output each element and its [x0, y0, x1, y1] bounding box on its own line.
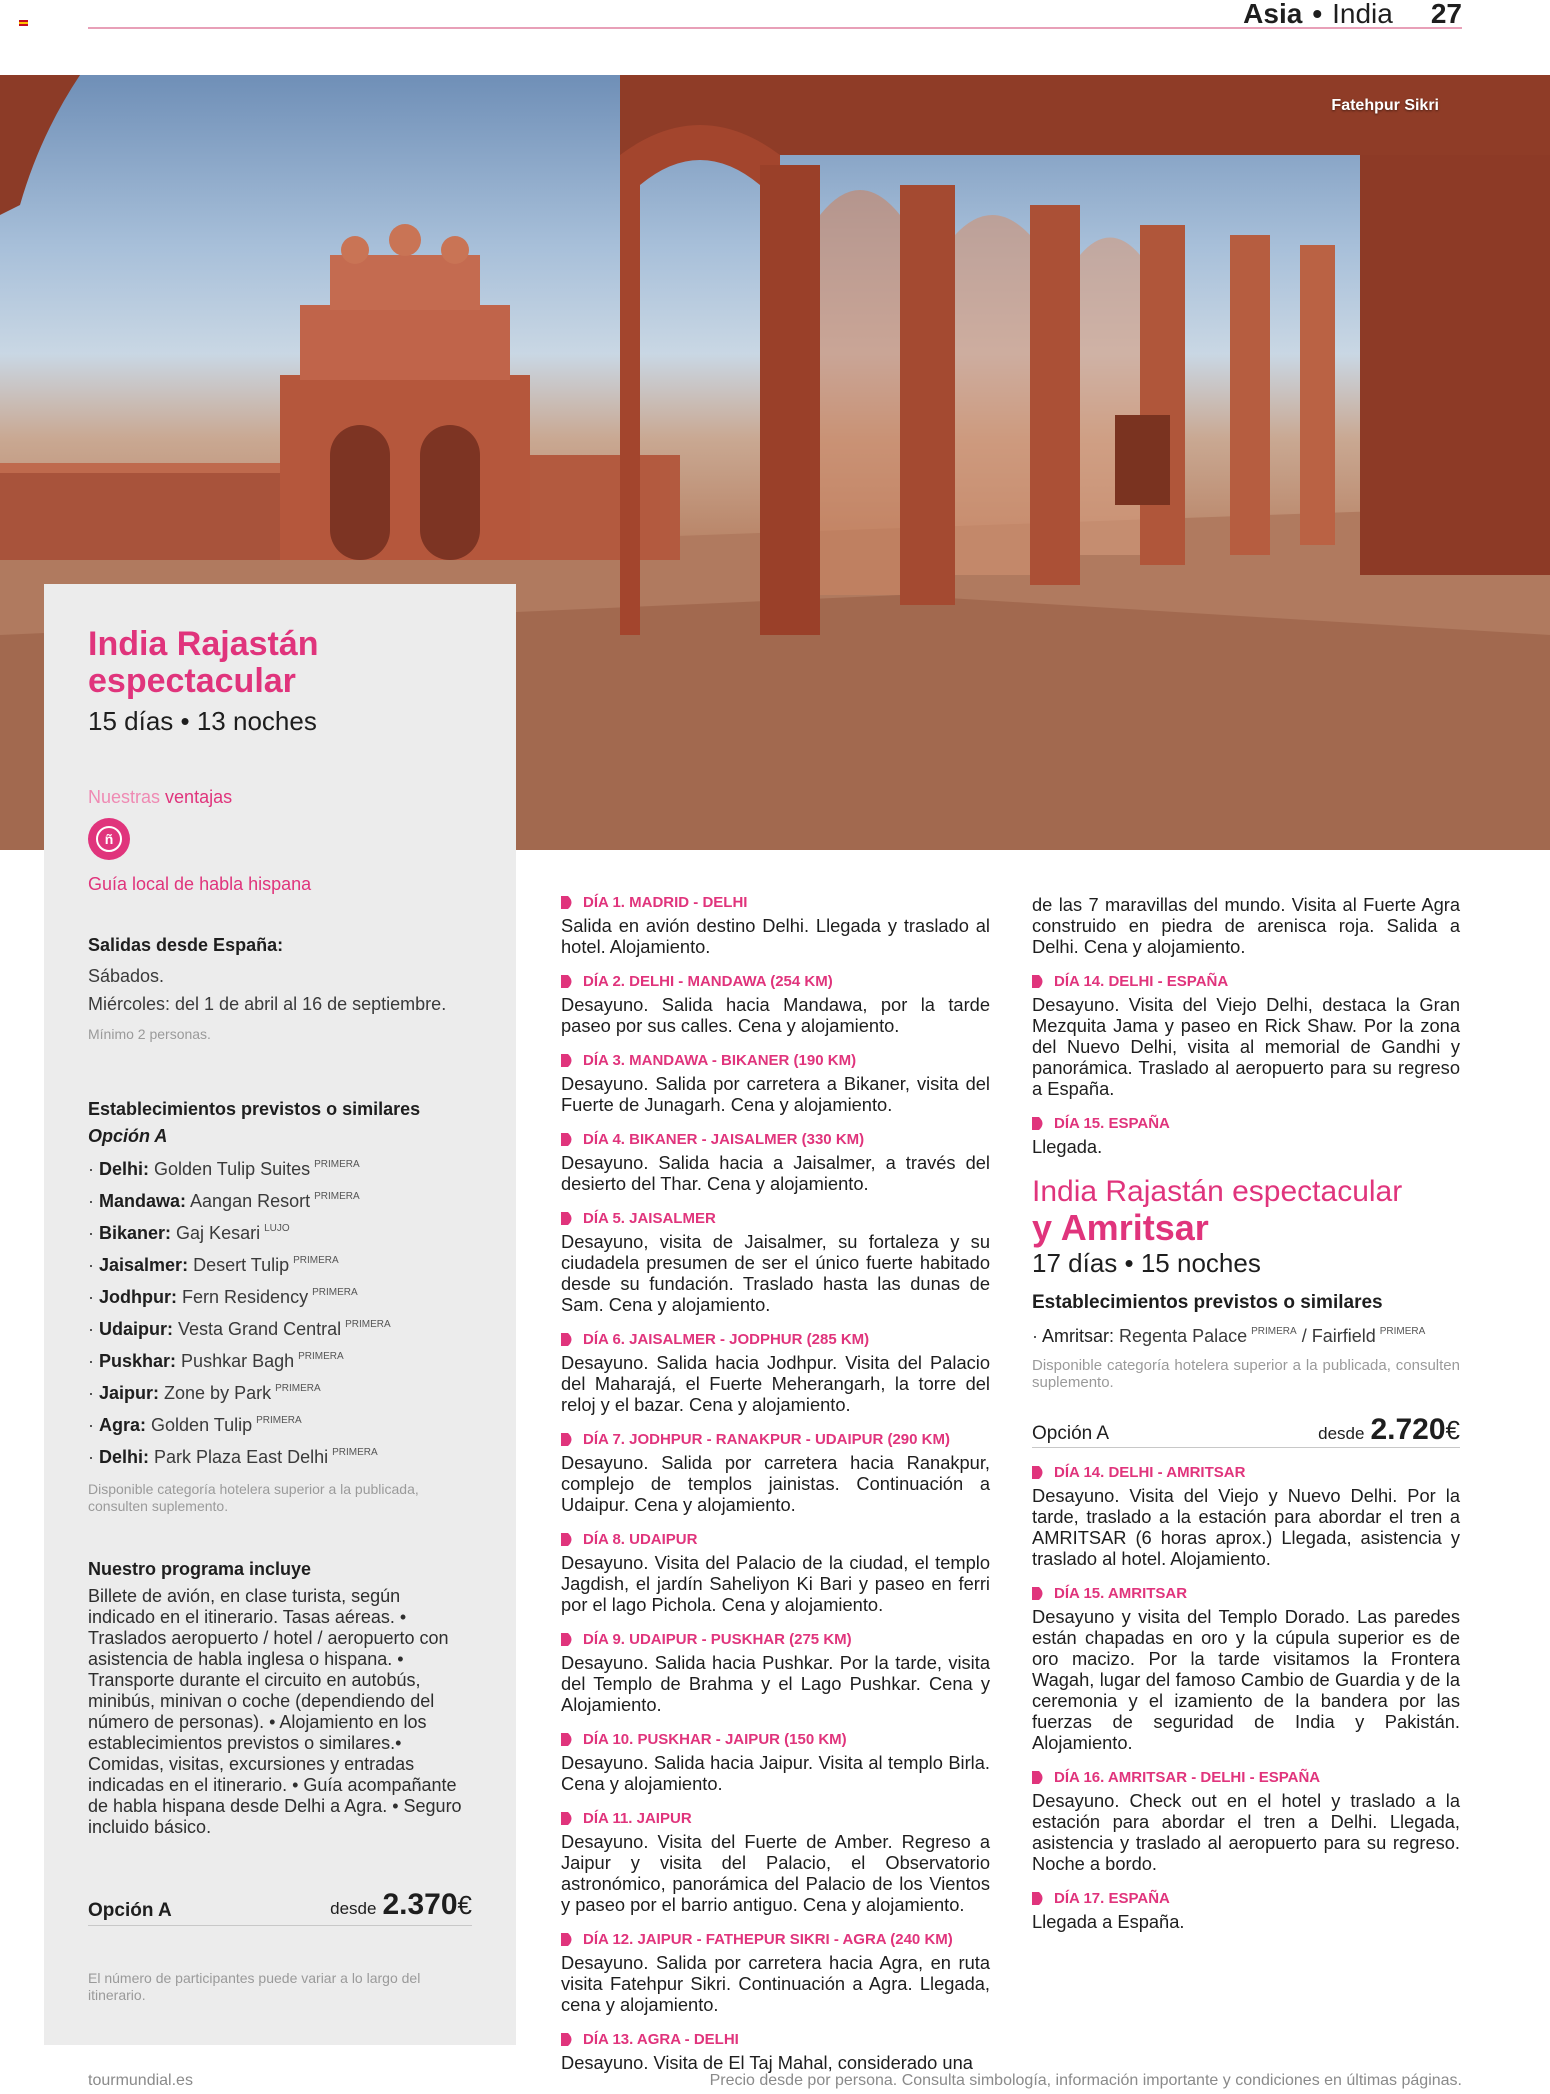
hotels-option: Opción A: [88, 1126, 168, 1146]
extension-duration: 17 días • 15 noches: [1032, 1248, 1261, 1278]
price-value: [330, 1888, 472, 1922]
extension-price-row: [1032, 1413, 1460, 1448]
day-title: [561, 1050, 990, 1071]
day-description: Desayuno. Salida por carretera hacia Agra, en ruta visita Fatehpur Sikri. Continuación a Agra. Llegada, cena y alojamiento.: [561, 1952, 990, 2015]
itinerary-day: [561, 1050, 990, 1115]
day-title-text: DÍA 11. JAIPUR: [583, 1810, 692, 1827]
day-marker-icon: [561, 1212, 575, 1225]
extension-note: Disponible categoría hotelera superior a la publicada, consulten suplemento.: [1032, 1357, 1460, 1391]
extension-hotel-2-category: PRIMERA: [1379, 1326, 1426, 1337]
day-title: [561, 1329, 990, 1350]
hotel-category: PRIMERA: [312, 1287, 358, 1298]
day-description: Desayuno. Salida hacia Jodhpur. Visita del Palacio del Maharajá, el Fuerte Meherangarh, la torre del reloj y el bazar. Cena y alojamiento.: [561, 1352, 990, 1415]
hotel-list-item: · Jaipur: Zone by Park $^{PRIMERA}$: [88, 1383, 321, 1403]
day-marker-icon: [561, 1433, 575, 1446]
price-currency: €: [457, 1890, 472, 1920]
price-row: [88, 1888, 472, 1926]
day-marker-icon: [1032, 1466, 1046, 1479]
extension-price-amount: 2.720: [1370, 1413, 1446, 1446]
day-description: Desayuno. Salida hacia Pushkar. Por la tarde, visita del Templo de Brahma y el Lago Pushkar. Cena y Alojamiento.: [561, 1652, 990, 1715]
trip-duration: 15 días • 13 noches: [88, 706, 317, 736]
day-description: Llegada a España.: [1032, 1911, 1185, 1932]
day-title-text: DÍA 14. DELHI - AMRITSAR: [1054, 1464, 1246, 1481]
itinerary-continued: de las 7 maravillas del mundo. Visita al Fuerte Agra construido en piedra de arenisca roja. Salida a Delhi. Cena y alojamiento.: [1032, 894, 1460, 957]
extension-hotel-1-category: PRIMERA: [1251, 1326, 1297, 1337]
hotel-list-item: · Agra: Golden Tulip $^{PRIMERA}$: [88, 1415, 302, 1435]
day-title: [1032, 1767, 1460, 1788]
extension-hotel-city: Amritsar:: [1042, 1326, 1115, 1346]
itinerary-day: [561, 1529, 990, 1615]
program-heading: Nuestro programa incluye: [88, 1559, 312, 1579]
itinerary-day: [1032, 1462, 1460, 1569]
day-title: [1032, 1113, 1460, 1134]
day-title: [561, 971, 990, 992]
hotel-name: Zone by Park: [164, 1383, 272, 1403]
day-title-text: DÍA 17. ESPAÑA: [1054, 1890, 1170, 1907]
itinerary-day: [561, 1629, 990, 1715]
day-title: [561, 1429, 990, 1450]
hotels-heading: Establecimientos previstos o similares: [88, 1099, 421, 1119]
day-title-text: DÍA 10. PUSKHAR - JAIPUR (150 KM): [583, 1731, 847, 1748]
itinerary-day: [561, 2029, 990, 2073]
footer-disclaimer: Precio desde por persona. Consulta simbología, información importante y condiciones en últimas páginas.: [709, 2072, 1462, 2089]
hotel-city: Jaisalmer:: [99, 1255, 189, 1275]
advantages-heading-bold: ventajas: [165, 787, 233, 807]
header-region: Asia: [1243, 0, 1303, 29]
itinerary-column-1: [561, 892, 990, 2087]
itinerary-day: [561, 1808, 990, 1915]
day-marker-icon: [1032, 975, 1046, 988]
hotel-city: Jodhpur:: [99, 1287, 177, 1307]
day-title: [1032, 1888, 1460, 1909]
hotel-list-item: · Jaisalmer: Desert Tulip $^{PRIMERA}$: [88, 1255, 339, 1275]
hotel-category: PRIMERA: [345, 1319, 391, 1330]
day-description: Desayuno. Salida hacia a Jaisalmer, a través del desierto del Thar. Cena y alojamiento.: [561, 1152, 990, 1194]
program-section: [88, 1559, 472, 1838]
hotel-city: Delhi:: [99, 1159, 150, 1179]
extension-days: [1032, 1462, 1460, 1932]
day-marker-icon: [1032, 1892, 1046, 1905]
day-marker-icon: [1032, 1117, 1046, 1130]
hotel-category: PRIMERA: [275, 1383, 321, 1394]
hotel-list-item: · Puskhar: Pushkar Bagh $^{PRIMERA}$: [88, 1351, 344, 1371]
hotel-category: PRIMERA: [314, 1191, 360, 1202]
itinerary-day: [561, 892, 990, 957]
day-title: [561, 1529, 990, 1550]
hero-caption: Fatehpur Sikri: [1331, 97, 1439, 114]
day-title-text: DÍA 8. UDAIPUR: [583, 1531, 698, 1548]
day-title-text: DÍA 1. MADRID - DELHI: [583, 894, 748, 911]
hotel-city: Bikaner:: [99, 1223, 172, 1243]
hotels-note: Disponible categoría hotelera superior a la publicada, consulten suplemento.: [88, 1481, 419, 1514]
itinerary-day: [561, 1208, 990, 1315]
itinerary-day: [561, 1129, 990, 1194]
hotel-name: Aangan Resort: [190, 1191, 311, 1211]
advantages-heading-light: Nuestras: [88, 787, 161, 807]
itinerary-day: [1032, 1767, 1460, 1874]
day-title-text: DÍA 3. MANDAWA - BIKANER (190 KM): [583, 1052, 857, 1069]
day-title: [561, 1929, 990, 1950]
itinerary-day: [1032, 1583, 1460, 1753]
day-title-text: DÍA 4. BIKANER - JAISALMER (330 KM): [583, 1131, 865, 1148]
header-separator: •: [1312, 0, 1323, 29]
day-description: Desayuno. Salida por carretera hacia Ranakpur, complejo de templos jainistas. Continuación a Udaipur. Cena y alojamiento.: [561, 1452, 990, 1515]
hotel-city: Agra:: [99, 1415, 147, 1435]
hotel-list-item: · Delhi: Golden Tulip Suites $^{PRIMERA}$: [88, 1159, 360, 1179]
day-title-text: DÍA 12. JAIPUR - FATHEPUR SIKRI - AGRA (240 KM): [583, 1931, 953, 1948]
day-title: [1032, 1583, 1460, 1604]
day-marker-icon: [561, 975, 575, 988]
extension-title-bold: y Amritsar: [1032, 1207, 1209, 1248]
page-header: [1243, 0, 1462, 28]
advantage-label: Guía local de habla hispana: [88, 874, 312, 894]
day-description: Desayuno. Salida por carretera a Bikaner, visita del Fuerte de Junagarh. Cena y alojamiento.: [561, 1073, 990, 1115]
day-description: Desayuno. Visita del Fuerte de Amber. Regreso a Jaipur y visita del Palacio, el Observatorio astronómico, panorámica del Palacio de los Vientos y paseo por el barrio antiguo. Cena y alojamiento.: [561, 1831, 990, 1915]
day-title: [561, 1808, 990, 1829]
day-title-text: DÍA 13. AGRA - DELHI: [583, 2031, 739, 2048]
extension-price-value: [1318, 1413, 1460, 1446]
day-title-text: DÍA 16. AMRITSAR - DELHI - ESPAÑA: [1054, 1769, 1321, 1786]
spanish-guide-icon-glyph: ñ: [96, 826, 122, 852]
day-title: [561, 1208, 990, 1229]
day-title-text: DÍA 14. DELHI - ESPAÑA: [1054, 973, 1229, 990]
day-title-text: DÍA 2. DELHI - MANDAWA (254 KM): [583, 973, 833, 990]
hotel-name: Desert Tulip: [193, 1255, 290, 1275]
page-number: 27: [1430, 0, 1462, 29]
hotel-city: Udaipur:: [99, 1319, 173, 1339]
itinerary-days-end: [1032, 971, 1460, 1157]
day-description: Desayuno. Visita del Viejo y Nuevo Delhi. Por la tarde, traslado a la estación para abordar el tren a AMRITSAR (6 horas aprox.) Llegada, asistencia y traslado al hotel. Alojamiento.: [1032, 1485, 1460, 1569]
day-marker-icon: [1032, 1587, 1046, 1600]
hotel-name: Golden Tulip Suites: [154, 1159, 311, 1179]
day-marker-icon: [561, 1812, 575, 1825]
price-option: Opción A: [88, 1900, 172, 1921]
extension-hotels: · Amritsar: Regenta Palace $^{PRIMERA}$ / Fairfield $^{PRIMERA}$: [1032, 1326, 1426, 1346]
hotel-city: Jaipur:: [99, 1383, 160, 1403]
itinerary-day: [1032, 1888, 1460, 1932]
day-title: [561, 1729, 990, 1750]
day-description: Desayuno. Salida hacia Jaipur. Visita al templo Birla. Cena y alojamiento.: [561, 1752, 990, 1794]
extension-price-currency: €: [1445, 1415, 1460, 1445]
departures-line-1: Sábados.: [88, 966, 165, 986]
advantages-heading: [88, 787, 472, 808]
day-marker-icon: [561, 896, 575, 909]
hotel-list-item: · Bikaner: Gaj Kesari $^{LUJO}$: [88, 1223, 290, 1243]
hotel-name: Fern Residency: [182, 1287, 309, 1307]
trip-title: India Rajastán espectacular: [88, 625, 319, 700]
hotel-category: PRIMERA: [314, 1159, 360, 1170]
hotel-name: Gaj Kesari: [176, 1223, 261, 1243]
hotel-category: PRIMERA: [256, 1415, 302, 1426]
hotel-name: Pushkar Bagh: [181, 1351, 295, 1371]
day-description: Llegada.: [1032, 1136, 1103, 1157]
day-description: Desayuno. Visita del Palacio de la ciudad, el templo Jagdish, el jardín Saheliyon Ki Bari y paseo en ferri por el lago Pichola. Cena y alojamiento.: [561, 1552, 990, 1615]
day-marker-icon: [561, 1933, 575, 1946]
minimum-persons: Mínimo 2 personas.: [88, 1026, 211, 1042]
day-title: [561, 1129, 990, 1150]
itinerary-day: [561, 1329, 990, 1415]
spanish-guide-icon: [88, 818, 130, 860]
itinerary-day: [1032, 1113, 1460, 1157]
day-marker-icon: [561, 1133, 575, 1146]
itinerary-day: [561, 971, 990, 1036]
spain-flag-icon: [19, 20, 28, 26]
day-marker-icon: [561, 1633, 575, 1646]
day-description: Desayuno y visita del Templo Dorado. Las paredes están chapadas en oro y la cúpula superior es de oro macizo. Por la tarde visitamos la Frontera Wagah, lugar del famoso Cambio de Guardia y de la ceremonia y el izamiento de la bandera por las fuerzas de seguridad de India y Pakistán. Alojamiento.: [1032, 1606, 1460, 1753]
extension-price-from-label: desde: [1318, 1424, 1365, 1443]
day-title-text: DÍA 15. ESPAÑA: [1054, 1115, 1170, 1132]
extension-hotels-heading: Establecimientos previstos o similares: [1032, 1292, 1383, 1313]
hotel-name: Vesta Grand Central: [178, 1319, 342, 1339]
day-title-text: DÍA 7. JODHPUR - RANAKPUR - UDAIPUR (290 KM): [583, 1431, 950, 1448]
day-title: [561, 2029, 990, 2050]
day-description: Desayuno, visita de Jaisalmer, su fortaleza y su ciudadela presumen de ser el único fuerte habitado desde su fundación. Traslado hasta las dunas de Sam. Cena y alojamiento.: [561, 1231, 990, 1315]
day-description: Desayuno. Visita de El Taj Mahal, considerado una: [561, 2052, 973, 2073]
day-title-text: DÍA 9. UDAIPUR - PUSKHAR (275 KM): [583, 1631, 852, 1648]
hotel-category: PRIMERA: [298, 1351, 344, 1362]
day-title: [561, 1629, 990, 1650]
itinerary-day: [561, 1429, 990, 1515]
day-marker-icon: [561, 1333, 575, 1346]
hotel-name: Golden Tulip: [151, 1415, 253, 1435]
price-from-label: desde: [330, 1899, 377, 1918]
hotel-list-item: · Udaipur: Vesta Grand Central $^{PRIMERA}$: [88, 1319, 391, 1339]
header-country: India: [1332, 0, 1393, 29]
day-marker-icon: [1032, 1771, 1046, 1784]
hotel-city: Mandawa:: [99, 1191, 187, 1211]
hotel-city: Puskhar:: [99, 1351, 177, 1371]
hotel-category: PRIMERA: [293, 1255, 339, 1266]
departures-line-2: Miércoles: del 1 de abril al 16 de septiembre.: [88, 994, 447, 1014]
hotel-name: Park Plaza East Delhi: [154, 1447, 329, 1467]
hotel-category: PRIMERA: [332, 1447, 378, 1458]
hotel-list-item: · Jodhpur: Fern Residency $^{PRIMERA}$: [88, 1287, 358, 1307]
trip-summary-panel: [44, 584, 516, 2045]
day-description: Desayuno. Check out en el hotel y traslado a la estación para abordar el tren a Delhi. Llegada, asistencia y traslado al aeropuerto para su regreso. Noche a bordo.: [1032, 1790, 1460, 1874]
day-title-text: DÍA 15. AMRITSAR: [1054, 1585, 1188, 1602]
itinerary-day: [561, 1729, 990, 1794]
day-marker-icon: [561, 1054, 575, 1067]
footer-website[interactable]: tourmundial.es: [88, 2072, 193, 2089]
day-description: Desayuno. Visita del Viejo Delhi, destaca la Gran Mezquita Jama y paseo en Rick Shaw. Por la zona del Nuevo Delhi, visita al memorial de Gandhi y panorámica. Traslado al aeropuerto para su regreso a España.: [1032, 994, 1460, 1099]
itinerary-day: [561, 1929, 990, 2015]
day-description: Desayuno. Salida hacia Mandawa, por la tarde paseo por sus calles. Cena y alojamiento.: [561, 994, 990, 1036]
program-text: Billete de avión, en clase turista, según indicado en el itinerario. Tasas aéreas. • Traslados aeropuerto / hotel / aeropuerto con asistencia de habla inglesa o hispana. • Transporte durante el circuito en autobús, minibús, minivan o coche (dependiendo del número de personas). • Alojamiento en los establecimientos previstos o similares.• Comidas, visitas, excursiones y entradas indicadas en el itinerario. • Guía acompañante de habla hispana desde Delhi a Agra. • Seguro incluido básico.: [88, 1586, 462, 1837]
extension-hotel-2: Fairfield: [1311, 1326, 1376, 1346]
day-title: [561, 892, 990, 913]
day-marker-icon: [561, 1733, 575, 1746]
extension-hotel-1: Regenta Palace: [1119, 1326, 1248, 1346]
hotel-list-item: · Delhi: Park Plaza East Delhi $^{PRIMERA}$: [88, 1447, 378, 1467]
departures-heading: Salidas desde España:: [88, 935, 284, 955]
hotels-section: [88, 1099, 472, 1515]
day-title-text: DÍA 6. JAISALMER - JODPHUR (285 KM): [583, 1331, 870, 1348]
extension-title: India Rajastán espectacular: [1032, 1175, 1403, 1208]
day-marker-icon: [561, 1533, 575, 1546]
extension-price-option: Opción A: [1032, 1423, 1110, 1444]
hotel-city: Delhi:: [99, 1447, 150, 1467]
price-amount: 2.370: [382, 1888, 458, 1921]
day-description: Salida en avión destino Delhi. Llegada y traslado al hotel. Alojamiento.: [561, 915, 990, 957]
day-title: [1032, 1462, 1460, 1483]
extension-hotel-separator: /: [1301, 1326, 1307, 1346]
participants-note: El número de participantes puede variar a lo largo del itinerario.: [88, 1970, 421, 2003]
hotel-list: [88, 1151, 472, 1471]
itinerary-column-2: [1032, 894, 1460, 1946]
hotel-list-item: · Mandawa: Aangan Resort $^{PRIMERA}$: [88, 1191, 360, 1211]
day-marker-icon: [561, 2033, 575, 2046]
departures-section: [88, 935, 472, 1043]
day-title: [1032, 971, 1460, 992]
hotel-category: LUJO: [264, 1223, 290, 1234]
day-title-text: DÍA 5. JAISALMER: [583, 1210, 716, 1227]
itinerary-day: [1032, 971, 1460, 1099]
